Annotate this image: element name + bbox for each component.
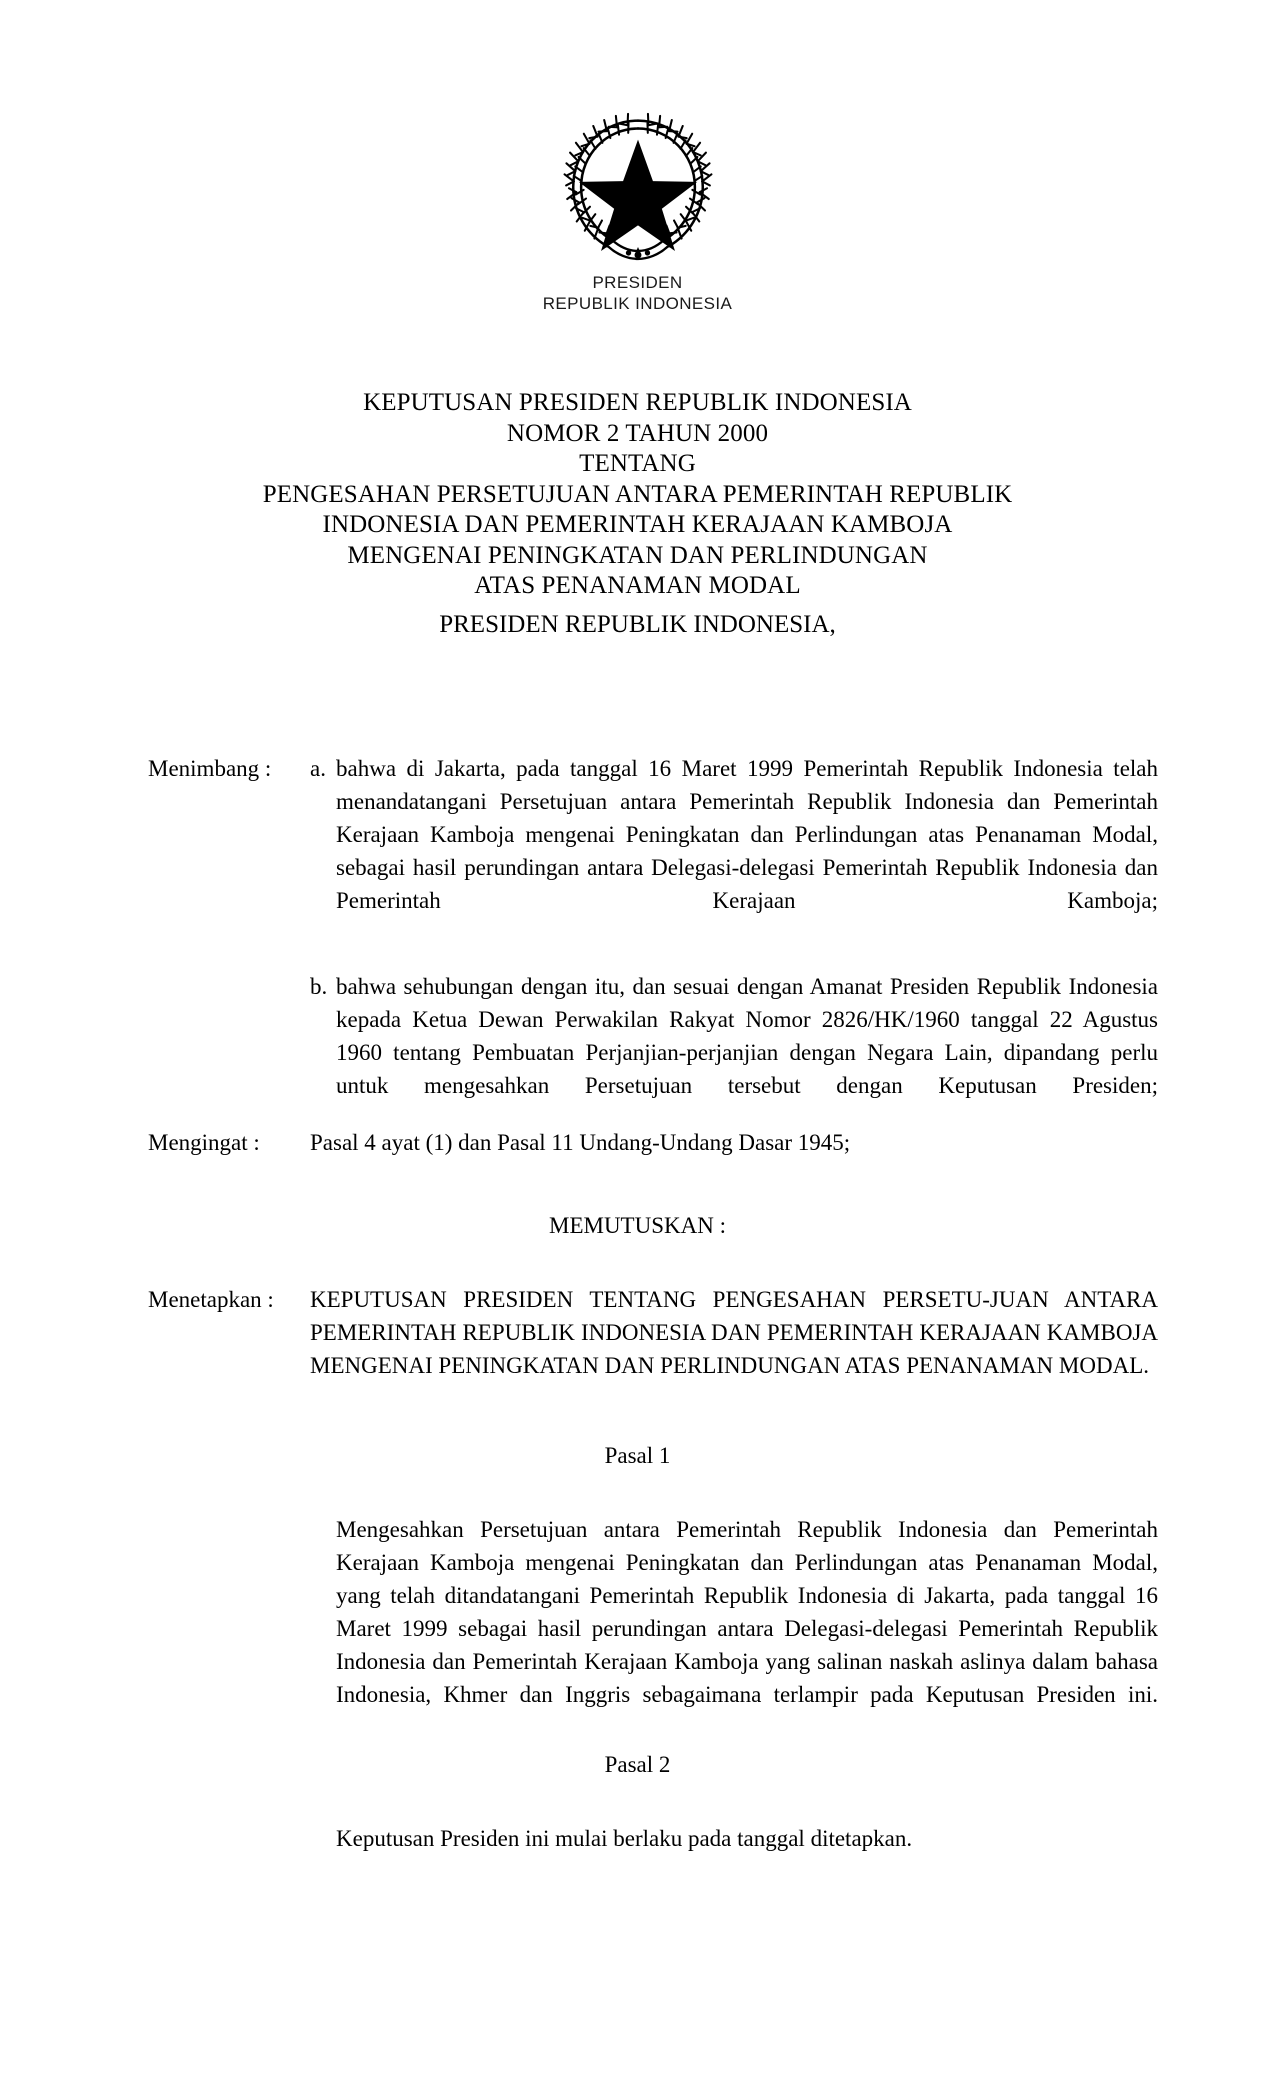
title-line: KEPUTUSAN PRESIDEN REPUBLIK INDONESIA xyxy=(363,389,912,416)
clause-label-menimbang: Menimbang : xyxy=(148,756,272,781)
title-line: MENGENAI PENINGKATAN DAN PERLINDUNGAN xyxy=(347,541,928,569)
title-line: INDONESIA DAN PEMERINTAH KERAJAAN KAMBOJA xyxy=(322,511,953,538)
title-line: TENTANG xyxy=(579,450,696,477)
clause-menetapkan xyxy=(148,1283,1158,1382)
clause-label-mengingat: Mengingat : xyxy=(148,1130,260,1155)
title-line: NOMOR 2 TAHUN 2000 xyxy=(506,419,769,447)
star-in-laurel-wreath-icon xyxy=(558,108,718,266)
list-item-text: bahwa sehubungan dengan itu, dan sesuai dengan Amanat Presiden Republik Indonesia kepada Ketua Dewan Perwakilan Rakyat Nomor 2826/HK/1960 tanggal 22 Agustus 1960 tentang Pembuatan Perjanjian-perjanjian dengan Negara Lain, dipandang perlu untuk mengesahkan Persetujuan tersebut dengan Keputusan Presiden; xyxy=(336,974,1158,1098)
emblem-caption-line-1: PRESIDEN xyxy=(592,273,683,292)
list-item-marker: b. xyxy=(310,974,328,999)
document-subtitle: PRESIDEN REPUBLIK INDONESIA, xyxy=(439,611,836,638)
document-title xyxy=(0,388,1275,602)
title-line: PENGESAHAN PERSETUJUAN ANTARA PEMERINTAH REPUBLIK xyxy=(262,480,1013,508)
article-heading-1: Pasal 1 xyxy=(604,1443,671,1468)
title-line: ATAS PENANAMAN MODAL xyxy=(474,572,801,599)
clause-body-menimbang xyxy=(310,752,1158,1135)
list-item xyxy=(310,970,1158,1135)
article-body-2: Keputusan Presiden ini mulai berlaku pada tanggal ditetapkan. xyxy=(336,1826,913,1851)
clause-mengingat xyxy=(148,1126,1158,1159)
clause-body-menetapkan: KEPUTUSAN PRESIDEN TENTANG PENGESAHAN PERSETU-JUAN ANTARA PEMERINTAH REPUBLIK INDONESIA DAN PEMERINTAH KERAJAAN KAMBOJA MENGENAI PENINGKATAN DAN PERLINDUNGAN ATAS PENANAMAN MODAL. xyxy=(310,1287,1158,1378)
article-body-1: Mengesahkan Persetujuan antara Pemerintah Republik Indonesia dan Pemerintah Kerajaan Kamboja mengenai Peningkatan dan Perlindungan atas Penanaman Modal, yang telah ditandatangani Pemerintah Republik Indonesia di Jakarta, pada tanggal 16 Maret 1999 sebagai hasil perundingan antara Delegasi-delegasi Pemerintah Republik Indonesia dan Pemerintah Kerajaan Kamboja yang salinan naskah aslinya dalam bahasa Indonesia, Khmer dan Inggris sebagaimana terlampir pada Keputusan Presiden ini. xyxy=(336,1517,1158,1707)
clause-label-menetapkan: Menetapkan : xyxy=(148,1287,274,1312)
list-item-text: bahwa di Jakarta, pada tanggal 16 Maret 1999 Pemerintah Republik Indonesia telah menandatangani Persetujuan antara Pemerintah Republik Indonesia dan Pemerintah Kerajaan Kamboja mengenai Peningkatan dan Perlindungan atas Penanaman Modal, sebagai hasil perundingan antara Delegasi-delegasi Pemerintah Republik Indonesia dan Pemerintah Kerajaan Kamboja; xyxy=(336,756,1158,913)
list-item-marker: a. xyxy=(310,756,326,781)
article-heading-2: Pasal 2 xyxy=(604,1752,671,1777)
clause-menimbang xyxy=(148,752,1158,1135)
presidential-emblem-block xyxy=(0,108,1275,314)
list-item xyxy=(310,752,1158,950)
emblem-caption-line-2: REPUBLIK INDONESIA xyxy=(542,294,733,313)
clause-body-mengingat: Pasal 4 ayat (1) dan Pasal 11 Undang-Undang Dasar 1945; xyxy=(310,1130,851,1155)
memutuskan-heading: MEMUTUSKAN : xyxy=(549,1213,726,1238)
emblem-caption xyxy=(0,272,1275,314)
document-subtitle-block xyxy=(0,610,1275,640)
